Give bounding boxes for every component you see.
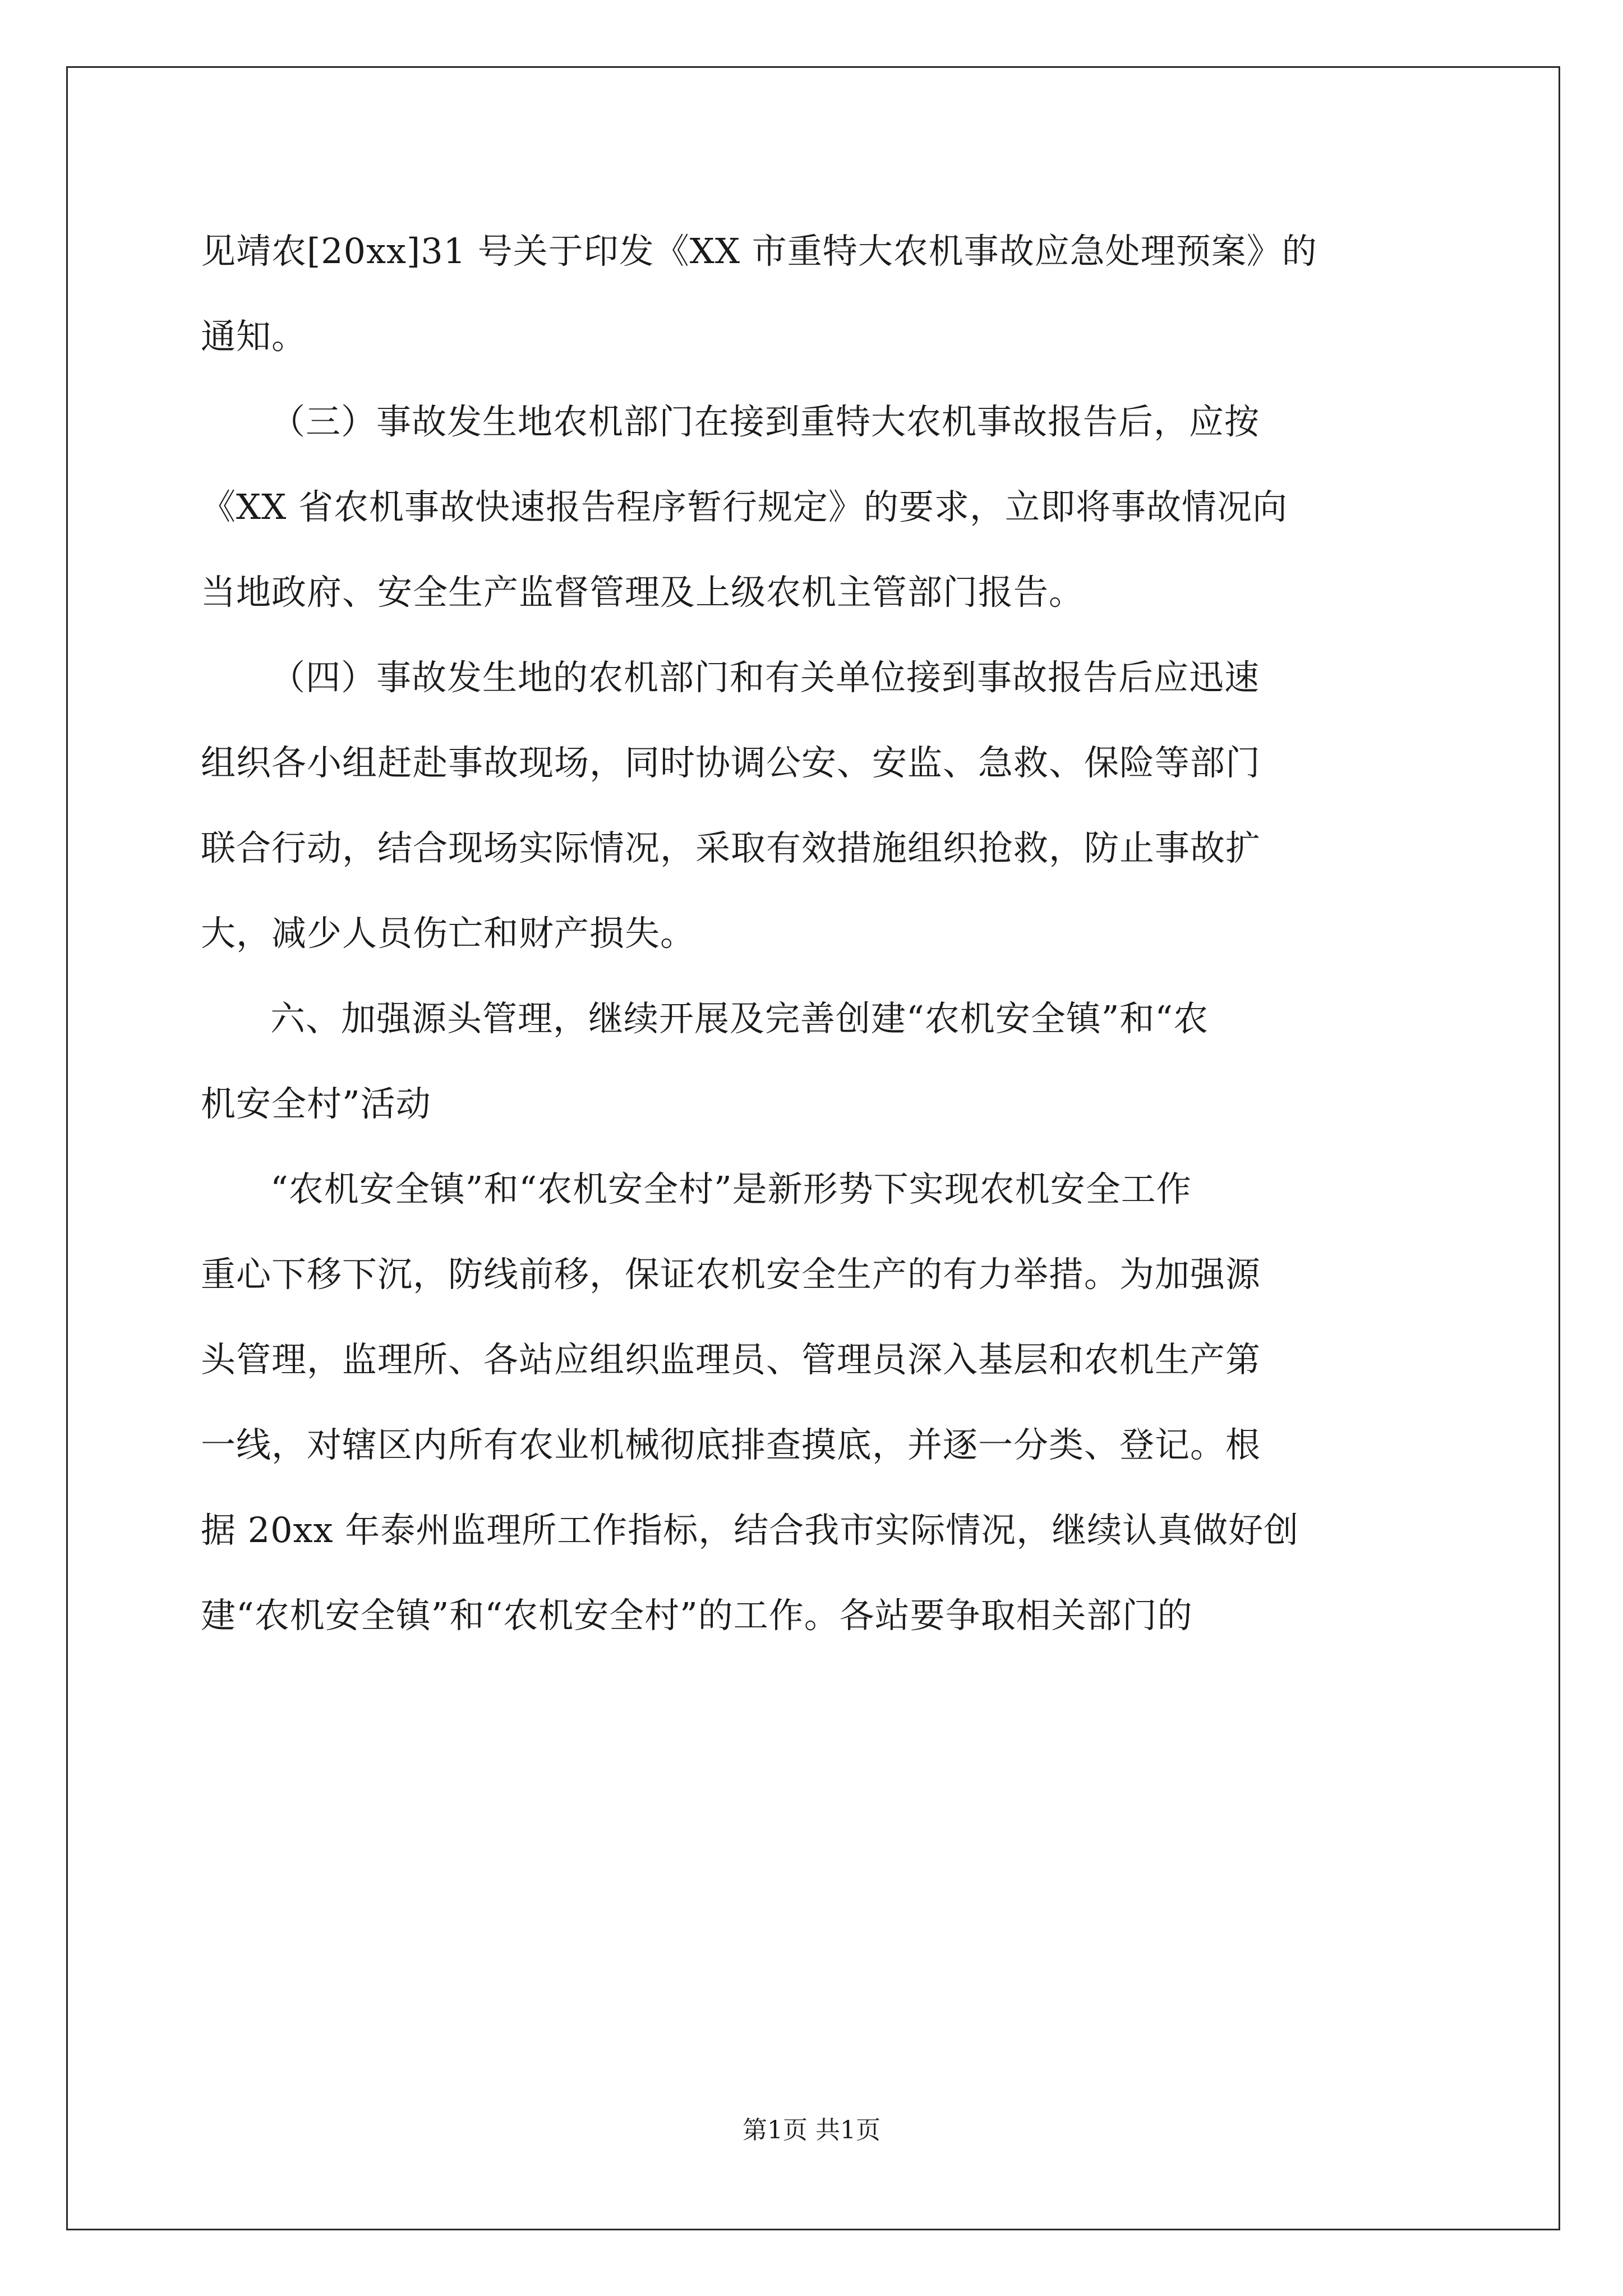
text-line: 见靖农[20xx]31 号关于印发《XX 市重特大农机事故应急处理预案》的 <box>201 231 1317 272</box>
page-footer: 第1页 共1页 <box>743 2116 880 2145</box>
text-line: 机安全村”活动 <box>201 1083 431 1124</box>
text-line: 建“农机安全镇”和“农机安全村”的工作。各站要争取相关部门的 <box>201 1595 1193 1636</box>
text-line: 一线，对辖区内所有农业机械彻底排查摸底，并逐一分类、登记。根 <box>201 1424 1261 1465</box>
text-line: （三）事故发生地农机部门在接到重特大农机事故报告后，应按 <box>270 401 1260 442</box>
text-line: 据 20xx 年泰州监理所工作指标，结合我市实际情况，继续认真做好创 <box>201 1510 1299 1550</box>
text-line: 重心下移下沉，防线前移，保证农机安全生产的有力举措。为加强源 <box>201 1254 1261 1295</box>
document-body <box>201 218 1423 1667</box>
text-line: （四）事故发生地的农机部门和有关单位接到事故报告后应迅速 <box>270 657 1260 698</box>
text-line: “农机安全镇”和“农机安全村”是新形势下实现农机安全工作 <box>270 1168 1192 1209</box>
text-line: 当地政府、安全生产监督管理及上级农机主管部门报告。 <box>201 572 1085 613</box>
text-line: 通知。 <box>201 316 307 357</box>
text-line: 头管理，监理所、各站应组织监理员、管理员深入基层和农机生产第 <box>201 1339 1261 1380</box>
text-line: 大，减少人员伤亡和财产损失。 <box>201 913 696 954</box>
text-line: 《XX 省农机事故快速报告程序暂行规定》的要求，立即将事故情况向 <box>201 486 1288 527</box>
text-line: 联合行动，结合现场实际情况，采取有效措施组织抢救，防止事故扩 <box>201 827 1261 868</box>
text-line: 六、加强源头管理，继续开展及完善创建“农机安全镇”和“农 <box>270 998 1209 1039</box>
text-line: 组织各小组赶赴事故现场，同时协调公安、安监、急救、保险等部门 <box>201 742 1261 783</box>
